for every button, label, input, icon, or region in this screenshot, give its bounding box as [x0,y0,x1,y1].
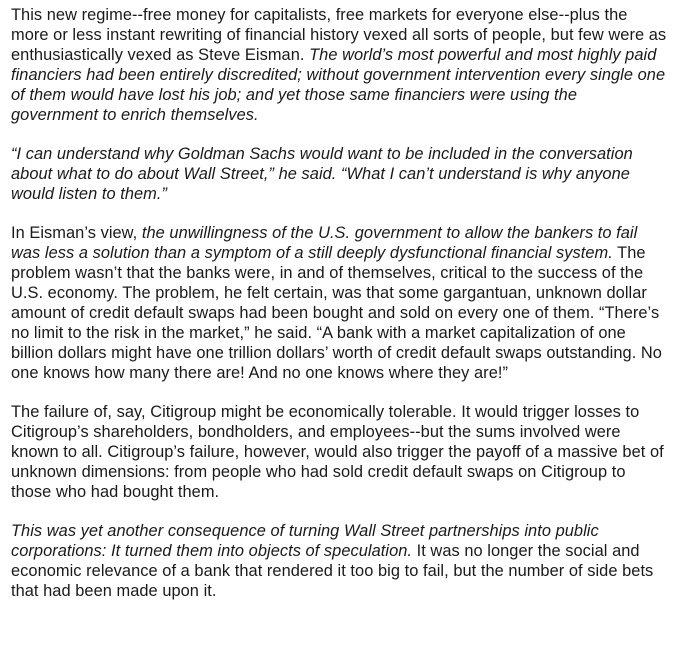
paragraph-3-italic-text: the unwillingness of the U.S. government to allow the bankers to fail was less a solution than a symptom of a still deeply dysfunctional financial system. [11,224,638,262]
paragraph-1 [11,5,667,125]
paragraph-3-text: The problem wasn’t that the banks were, in and of themselves, critical to the success of the U.S. economy. The problem, he felt certain, was that some gargantuan, unknown dollar amount of credit default swaps had been bought and sold on every one of them. “There’s no limit to the risk in the market,” he said. “A bank with a market capitalization of one billion dollars might have one trillion dollars’ worth of credit default swaps outstanding. No one knows how many there are! And no one knows where they are!” [11,244,662,382]
paragraph-1-italic-text: The world’s most powerful and most highly paid financiers had been entirely discredited; without government intervention every single one of them would have lost his job; and yet those same financiers were using the government to enrich themselves. [11,46,666,124]
paragraph-5-text: It was no longer the social and economic relevance of a bank that rendered it too big to fail, but the number of side bets that had been made upon it. [11,542,654,600]
paragraph-4-text: The failure of, say, Citigroup might be economically tolerable. It would trigger losses to Citigroup’s shareholders, bondholders, and employees--but the sums involved were known to all. Citigroup’s failure, however, would also trigger the payoff of a massive bet of unknown dimensions: from people who had sold credit default swaps on Citigroup to those who had bought them. [11,403,664,501]
paragraph-2 [11,144,667,204]
paragraph-4 [11,402,667,502]
paragraph-2-quote: “I can understand why Goldman Sachs would want to be included in the conversation about what to do about Wall Street,” he said. “What I can’t understand is why anyone would listen to them.” [11,145,633,203]
paragraph-3-lead: In Eisman’s view, [11,224,142,242]
paragraph-5 [11,521,667,601]
paragraph-5-italic-text: This was yet another consequence of turning Wall Street partnerships into public corporations: It turned them into objects of speculation. [11,522,599,560]
paragraph-1-text: This new regime--free money for capitalists, free markets for everyone else--plus the more or less instant rewriting of financial history vexed all sorts of people, but few were as enthusiastically vexed as Steve Eisman. [11,6,667,64]
paragraph-3 [11,223,667,383]
